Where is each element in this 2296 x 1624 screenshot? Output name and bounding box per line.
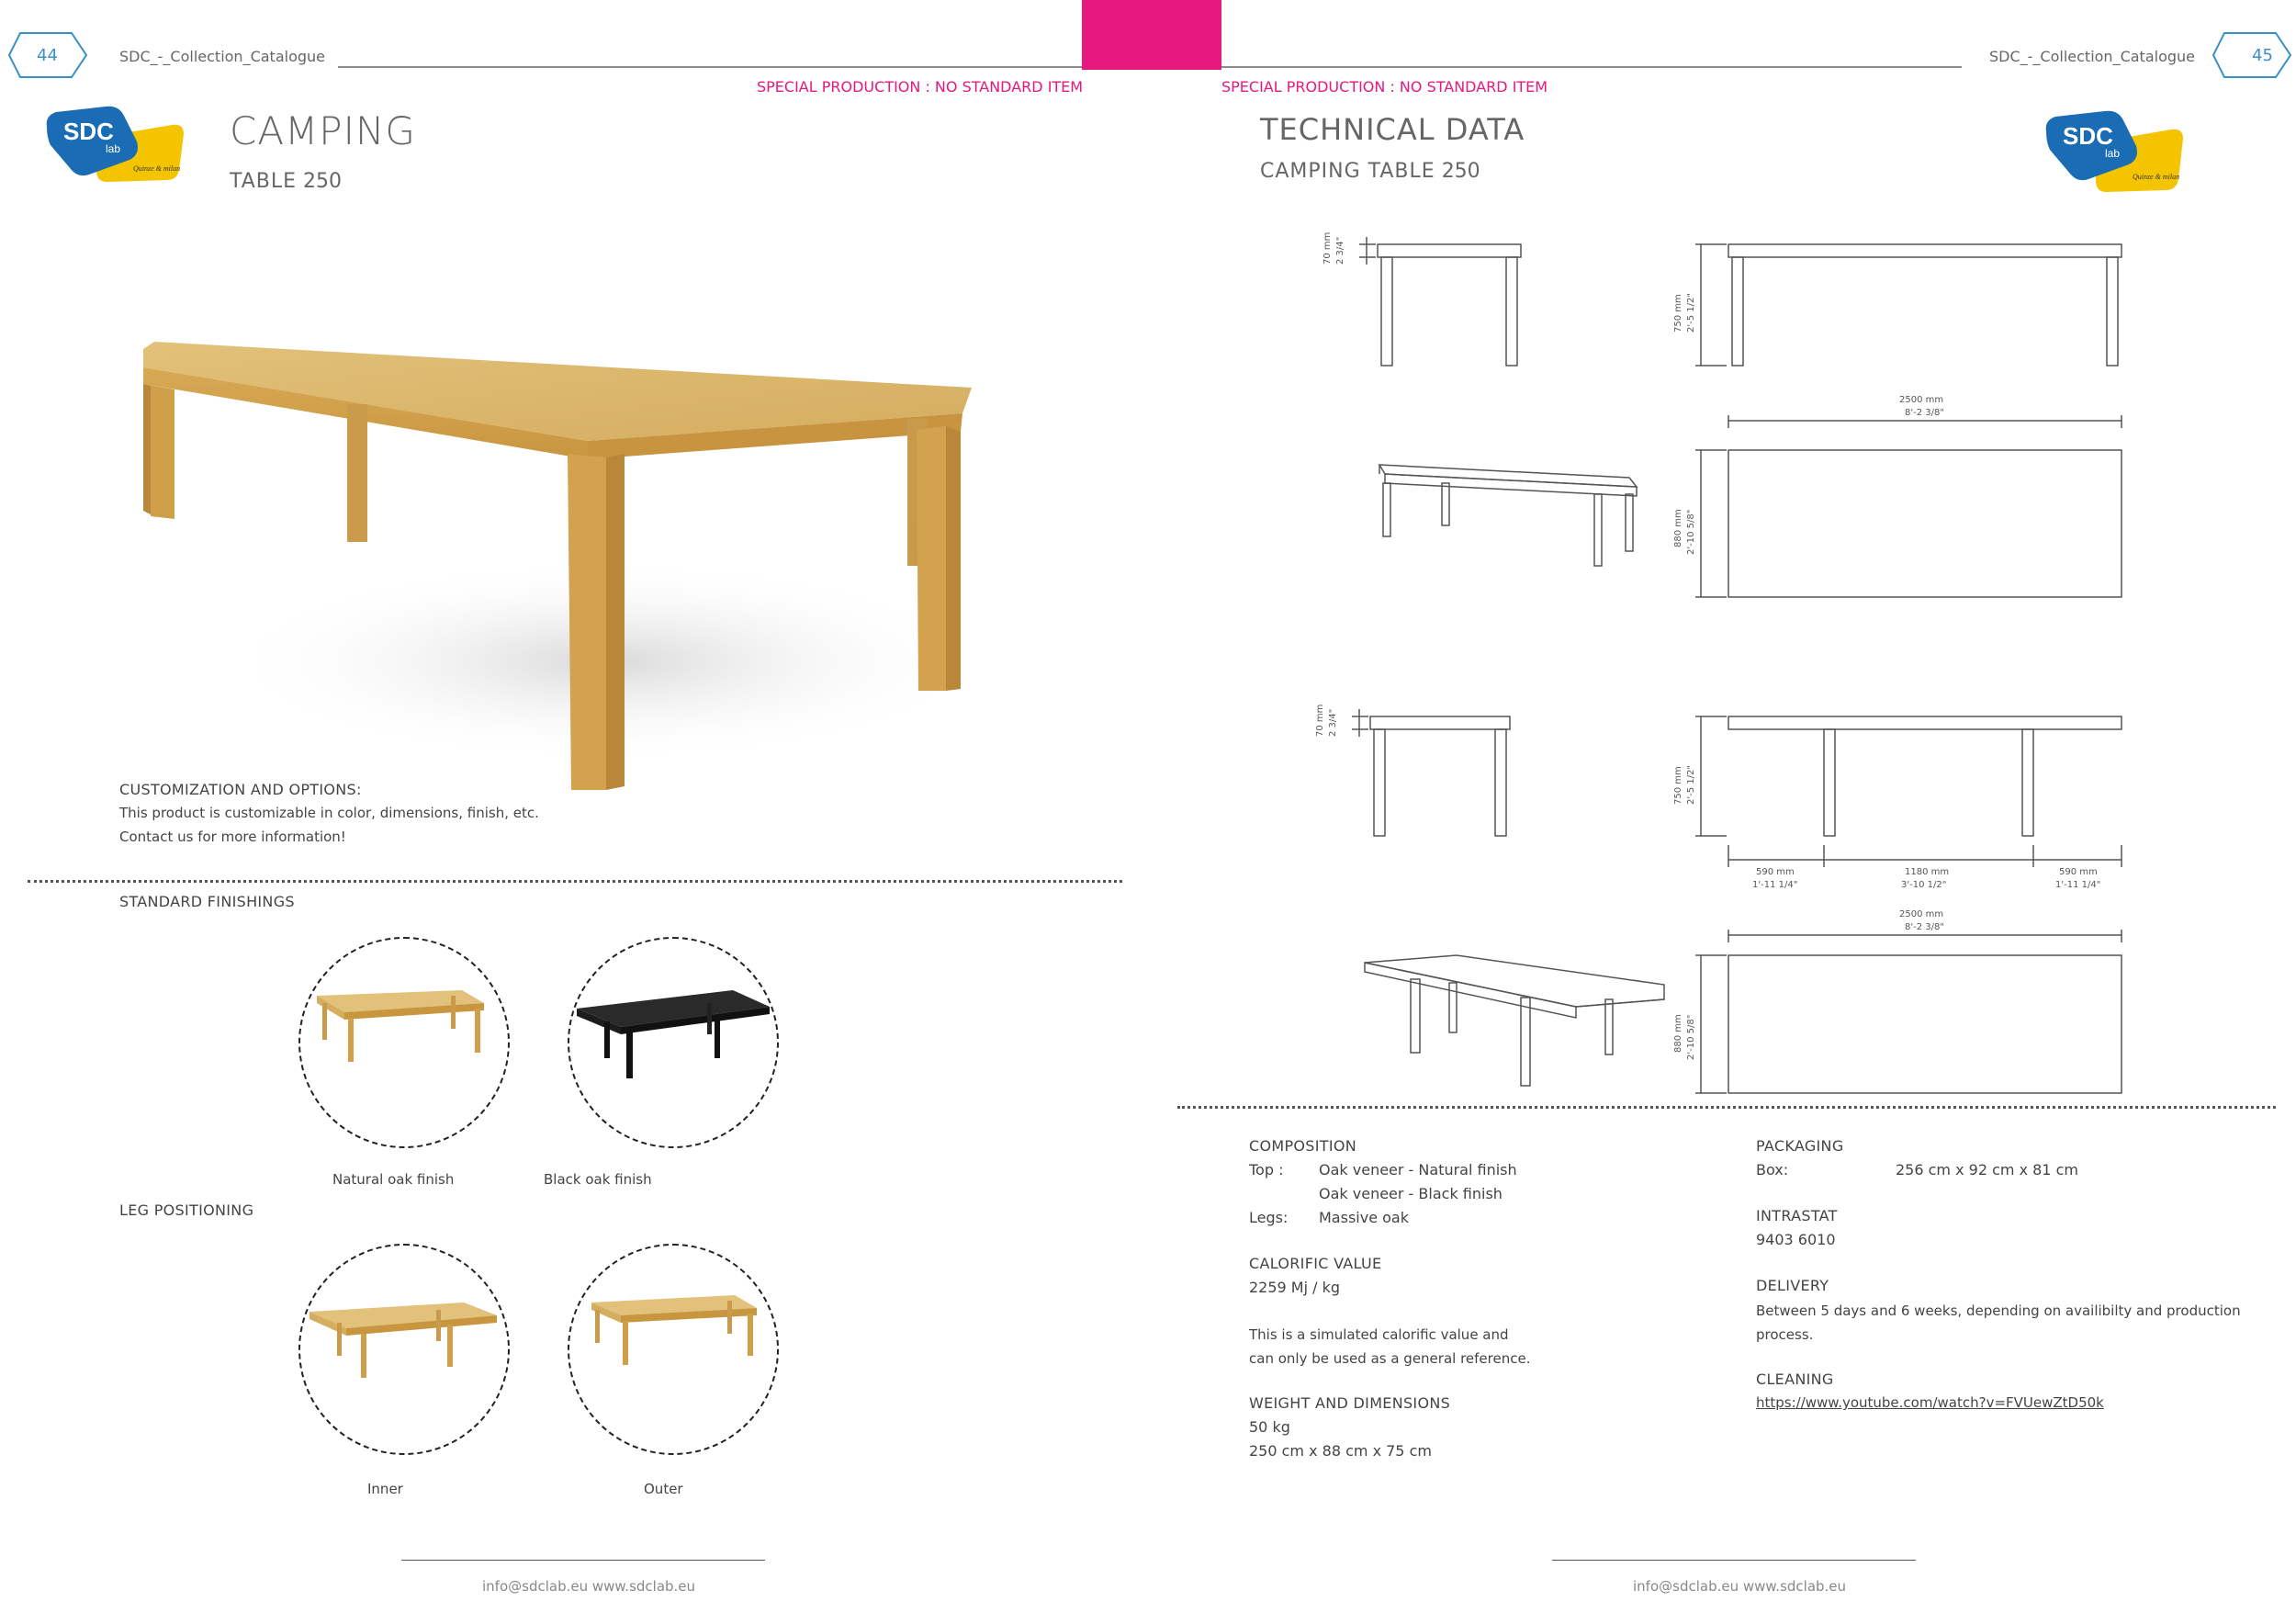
dim-top-thickness-in: 2 3/4" (1328, 708, 1338, 737)
dim-height-in: 2'-5 1/2" (1686, 293, 1696, 333)
dim-segment-2-mm: 1180 mm (1905, 867, 1950, 877)
composition-top-value-1: Oak veneer - Natural finish (1319, 1161, 1517, 1179)
leg-positioning-title: LEG POSITIONING (119, 1201, 254, 1219)
right-section-divider (1177, 1106, 2276, 1109)
calorific-title: CALORIFIC VALUE (1249, 1255, 1382, 1272)
packaging-box-label: Box: (1756, 1161, 1789, 1179)
dim-segment-3-mm: 590 mm (2059, 867, 2098, 877)
dim-height-mm: 750 mm (1673, 766, 1683, 805)
dim-segment-1-in: 1'-11 1/4" (1752, 880, 1798, 890)
finish-black-label: Black oak finish (544, 1171, 652, 1188)
dimensions-value: 250 cm x 88 cm x 75 cm (1249, 1442, 1432, 1460)
black-table-thumb (569, 939, 777, 1146)
center-accent-tab (1082, 0, 1221, 70)
delivery-line-2: process. (1756, 1326, 1814, 1343)
composition-top-label: Top : (1249, 1161, 1284, 1179)
dim-length-mm: 2500 mm (1899, 909, 1944, 919)
left-footer-rule (401, 1560, 765, 1561)
packaging-box-value: 256 cm x 92 cm x 81 cm (1896, 1161, 2078, 1179)
packaging-title: PACKAGING (1756, 1137, 1844, 1155)
special-production-left: SPECIAL PRODUCTION : NO STANDARD ITEM (757, 78, 1084, 96)
product-subtitle (230, 170, 342, 193)
product-subtitle-name: TABLE (230, 170, 298, 193)
customization-title: CUSTOMIZATION AND OPTIONS: (119, 781, 362, 798)
special-production-right: SPECIAL PRODUCTION : NO STANDARD ITEM (1221, 78, 1548, 96)
product-title: CAMPING (230, 108, 416, 153)
drawing-side-view-outer (1322, 232, 1521, 366)
hero-table-image (129, 331, 992, 808)
left-header-rule (338, 66, 1082, 68)
dim-top-thickness-mm: 70 mm (1315, 704, 1325, 737)
composition-title: COMPOSITION (1249, 1137, 1357, 1155)
right-doc-name: SDC_-_Collection_Catalogue (1989, 48, 2195, 65)
intrastat-title: INTRASTAT (1756, 1207, 1838, 1224)
dim-segment-1-mm: 590 mm (1756, 867, 1795, 877)
logo-lab-text: lab (2105, 147, 2121, 160)
technical-subtitle-name: CAMPING TABLE (1260, 160, 1435, 183)
composition-legs-label: Legs: (1249, 1209, 1289, 1226)
weight-value: 50 kg (1249, 1418, 1290, 1436)
dim-length-mm: 2500 mm (1899, 395, 1944, 405)
drawing-perspective-inner (1365, 955, 1664, 1086)
dim-height-mm: 750 mm (1673, 294, 1683, 333)
left-page-number: 44 (37, 46, 58, 65)
sdc-lab-logo-left (41, 101, 188, 184)
natural-table-thumb (300, 939, 508, 1146)
drawing-top-view-outer (1673, 395, 2122, 597)
composition-legs-value: Massive oak (1319, 1209, 1409, 1226)
leg-outer-label: Outer (644, 1481, 683, 1497)
standard-finishings-title: STANDARD FINISHINGS (119, 893, 295, 910)
logo-brand-text: Quinze & milan (133, 164, 181, 173)
leg-inner-swatch[interactable] (298, 1244, 510, 1455)
customization-line-2: Contact us for more information! (119, 829, 346, 845)
logo-main-text: SDC (63, 118, 114, 145)
finish-natural-swatch[interactable] (298, 937, 510, 1148)
delivery-line-1: Between 5 days and 6 weeks, depending on availibilty and production (1756, 1303, 2241, 1319)
drawing-perspective-outer (1379, 465, 1637, 566)
delivery-title: DELIVERY (1756, 1277, 1829, 1294)
drawing-front-view-outer (1673, 244, 2122, 366)
weight-title: WEIGHT AND DIMENSIONS (1249, 1394, 1451, 1412)
finish-black-swatch[interactable] (568, 937, 779, 1148)
cleaning-title: CLEANING (1756, 1370, 1834, 1388)
customization-line-1: This product is customizable in color, dimensions, finish, etc. (119, 805, 539, 821)
logo-main-text: SDC (2063, 122, 2113, 150)
right-footer-contact: info@sdclab.eu www.sdclab.eu (1633, 1578, 1847, 1595)
product-subtitle-number: 250 (303, 170, 343, 193)
dim-length-in: 8'-2 3/8" (1905, 408, 1944, 418)
technical-data-subtitle (1260, 160, 1480, 183)
drawing-front-view-inner (1673, 716, 2122, 890)
calorific-value: 2259 Mj / kg (1249, 1279, 1341, 1296)
calorific-note-2: can only be used as a general reference. (1249, 1350, 1531, 1367)
logo-brand-text: Quinze & milan (2133, 173, 2180, 181)
dim-height-in: 2'-5 1/2" (1686, 765, 1696, 805)
right-footer-rule (1552, 1560, 1916, 1561)
right-page-number: 45 (2252, 46, 2273, 65)
dim-top-thickness-in: 2 3/4" (1335, 236, 1345, 265)
technical-subtitle-number: 250 (1441, 160, 1480, 183)
dim-depth-mm: 880 mm (1673, 509, 1683, 547)
leg-outer-swatch[interactable] (568, 1244, 779, 1455)
dim-length-in: 8'-2 3/8" (1905, 922, 1944, 932)
outer-legs-thumb (569, 1246, 777, 1453)
sdc-lab-logo-right (2041, 106, 2188, 197)
cleaning-video-link[interactable]: https://www.youtube.com/watch?v=FVUewZtD50k (1756, 1394, 2104, 1411)
logo-lab-text: lab (106, 142, 121, 155)
dim-depth-in: 2'-10 5/8" (1686, 1014, 1696, 1060)
left-section-divider (28, 880, 1122, 883)
drawing-top-view-inner (1673, 909, 2122, 1093)
intrastat-value: 9403 6010 (1756, 1231, 1836, 1248)
dim-top-thickness-mm: 70 mm (1322, 231, 1333, 265)
left-doc-name: SDC_-_Collection_Catalogue (119, 48, 325, 65)
composition-top-value-2: Oak veneer - Black finish (1319, 1185, 1503, 1202)
dim-segment-2-in: 3'-10 1/2" (1901, 880, 1947, 890)
finish-natural-label: Natural oak finish (332, 1171, 455, 1188)
calorific-note-1: This is a simulated calorific value and (1249, 1326, 1509, 1343)
technical-drawings (1304, 220, 2149, 1102)
right-header-rule (1221, 66, 1962, 68)
leg-inner-label: Inner (367, 1481, 403, 1497)
technical-data-title: TECHNICAL DATA (1260, 112, 1525, 147)
dim-depth-in: 2'-10 5/8" (1686, 509, 1696, 555)
drawing-side-view-inner (1315, 705, 1510, 836)
dim-depth-mm: 880 mm (1673, 1014, 1683, 1053)
left-footer-contact: info@sdclab.eu www.sdclab.eu (482, 1578, 696, 1595)
dim-segment-3-in: 1'-11 1/4" (2055, 880, 2101, 890)
inner-legs-thumb (300, 1246, 508, 1453)
